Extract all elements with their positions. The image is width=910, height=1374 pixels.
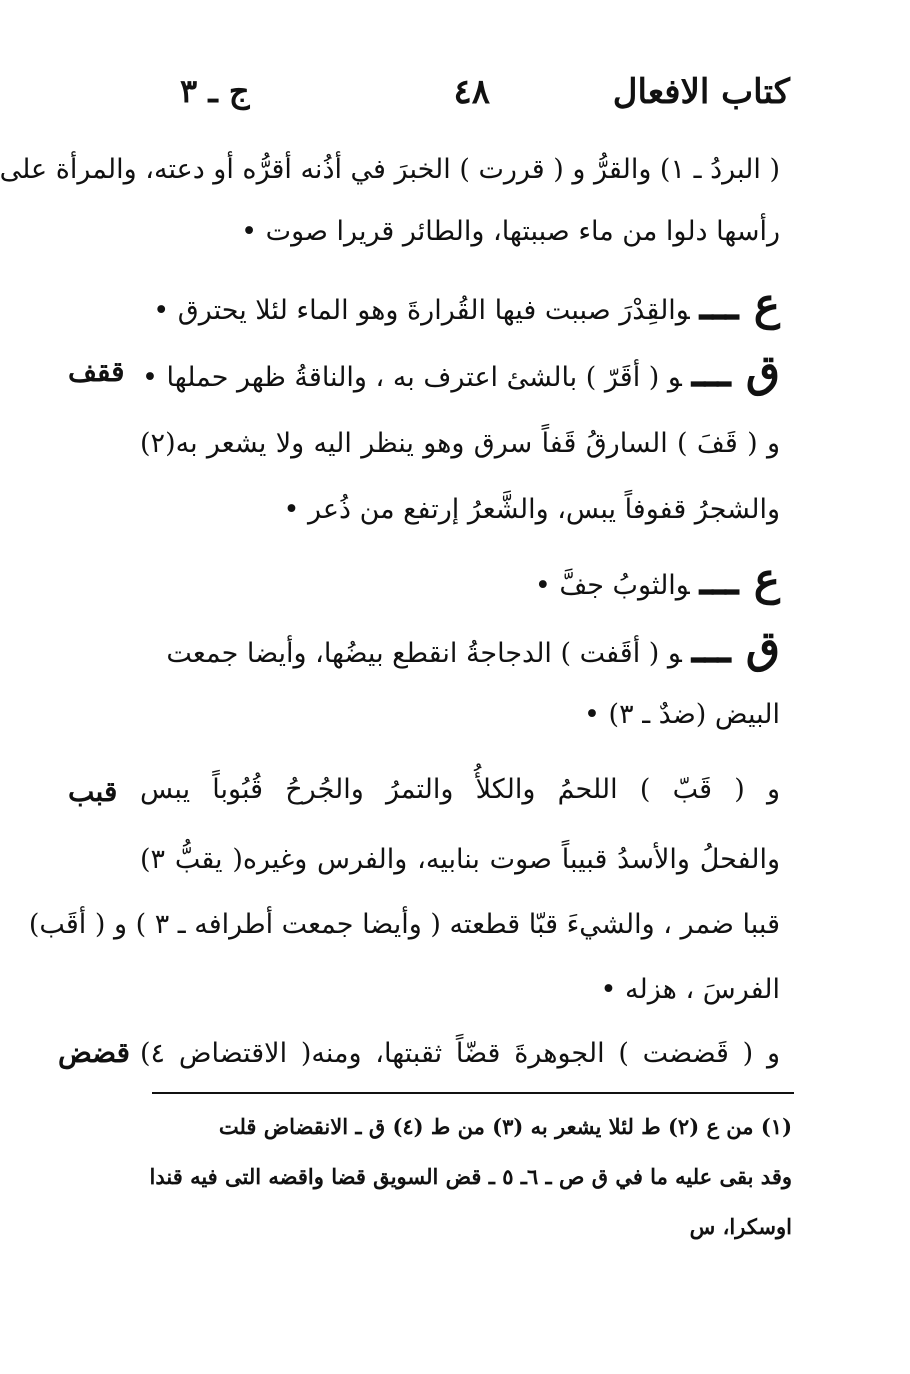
text-line-3: والقِدْرَ صببت فيها القُرارةَ وهو الماء لئلا يحترق • (153, 295, 690, 326)
text-line-13: الفرسَ ، هزله • (600, 974, 780, 1005)
entry-line-8 (140, 622, 780, 674)
footnote-divider (152, 1092, 794, 1094)
root-label-qbb: قبب (68, 775, 118, 808)
text-line-7: والثوبُ جفَّ • (534, 570, 690, 601)
entry-line-3 (140, 279, 780, 331)
footnote-line-3: اوسكرا، س (689, 1214, 792, 1239)
footnote-line-2: وقد بقى عليه ما في ق ص ـ ٦ـ ٥ ـ قض السويق قضا واقضه التى فيه قندا (149, 1164, 792, 1189)
section-letter-ain: ع ـــ (699, 279, 780, 330)
root-label-qdd: قضض (58, 1036, 130, 1069)
volume-number: ج ـ ٣ (180, 72, 250, 110)
entry-line-4 (140, 346, 780, 398)
text-line-12: قببا ضمر ، والشيءَ قبّا قطعته ( وأيضا جمعت أطرافه ـ ٣ ) و ( أقَب) (28, 909, 780, 940)
text-line-11: والفحلُ والأسدُ قبيباً صوت بنابيه، والفرس وغيره( يقبُّ ٣) (140, 844, 780, 875)
section-letter-qaf: ق ـــ (691, 346, 780, 397)
text-line-8: و ( أقَفت ) الدجاجةُ انقطع بيضُها، وأيضا جمعت (166, 638, 682, 669)
section-letter-ain: ع ـــ (699, 554, 780, 605)
root-label-qqf: ققف (68, 355, 125, 388)
text-line-9: البيض (ضدٌ ـ ٣) • (584, 699, 780, 730)
text-line-14: و ( قَضضت ) الجوهرةَ قضّاً ثقبتها، ومنه( الاقتضاض ٤) (140, 1038, 780, 1069)
text-line-5: و ( قَفَ ) السارقُ قَفاً سرق وهو ينظر اليه ولا يشعر به(٢) (140, 428, 780, 459)
page-header (160, 72, 790, 122)
book-title: كتاب الافعال (612, 72, 790, 112)
page-number: ٤٨ (453, 72, 490, 112)
text-line-4: و ( أقَرّ ) بالشئ اعترف به ، والناقةُ ظهر حملها • (142, 362, 682, 393)
text-line-1: ( البردُ ـ ١) والقرُّ و ( قررت ) الخبرَ في أذُنه أقرُّه أو دعته، والمرأة على (0, 154, 780, 185)
footnote-line-1: (١) من ع (٢) ط لئلا يشعر به (٣) من ط (٤) ق ـ الانقضاض قلت (218, 1114, 792, 1139)
text-line-2: رأسها دلوا من ماء صببتها، والطائر قريرا صوت • (241, 216, 780, 247)
entry-line-7 (140, 554, 780, 606)
section-letter-qaf: ق ـــ (691, 622, 780, 673)
text-line-6: والشجرُ قفوفاً يبس، والشَّعرُ إرتفع من ذُعر • (283, 494, 780, 525)
text-line-10: و ( قَبّ ) اللحمُ والكلأُ والتمرُ والجُرحُ قُبُوباً يبس (140, 774, 780, 805)
